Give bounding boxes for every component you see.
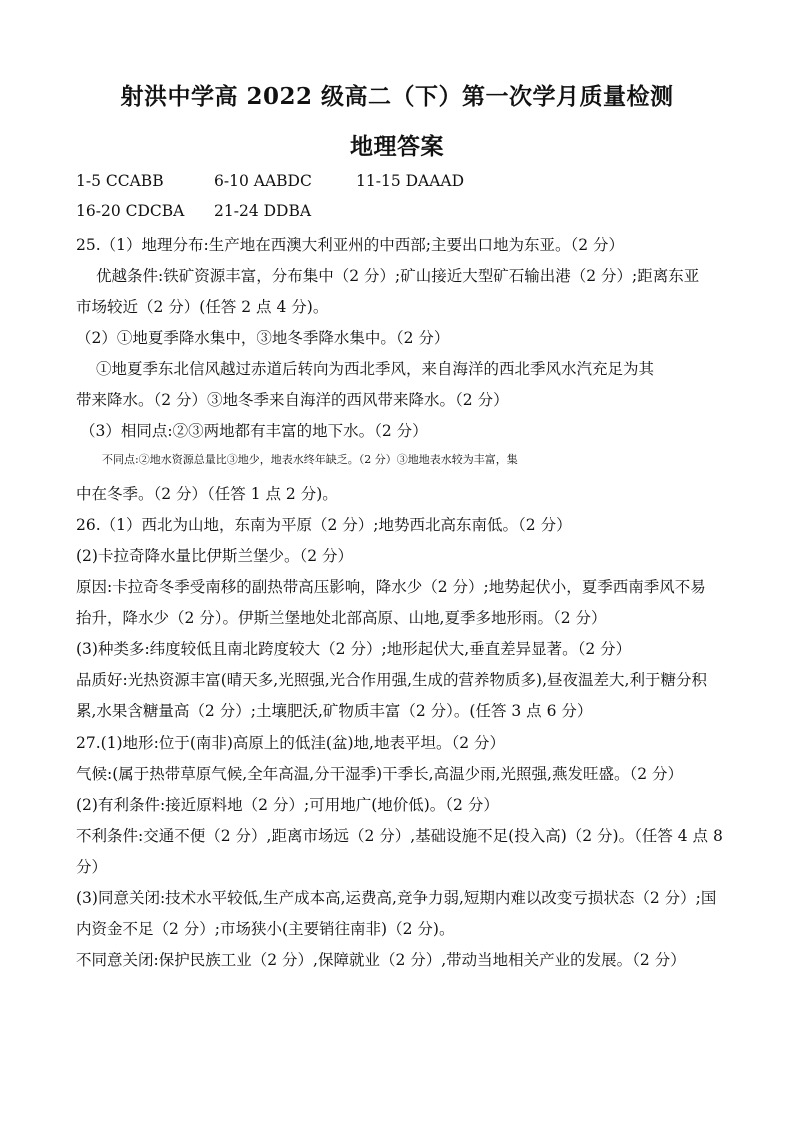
- choice-answers-6-10: 6-10 AABDC: [214, 172, 312, 190]
- answer-line: 原因:卡拉奇冬季受南移的副热带高压影响，降水少（2 分）;地势起伏小，夏季西南季风不易: [76, 578, 706, 596]
- answer-line: 市场较近（2 分）(任答 2 点 4 分)。: [76, 298, 329, 316]
- answer-line: （2）①地夏季降水集中，③地冬季降水集中。（2 分）: [76, 329, 450, 347]
- answer-line: (2)有利条件:接近原料地（2 分）;可用地广(地价低)。（2 分）: [76, 796, 499, 814]
- answer-line: 抬升，降水少（2 分）。伊斯兰堡地处北部高原、山地,夏季多地形雨。（2 分）: [76, 609, 607, 627]
- answer-line: 27.(1)地形:位于(南非)高原上的低洼(盆)地,地表平坦。（2 分）: [76, 734, 505, 752]
- answer-line: (3)种类多:纬度较低且南北跨度较大（2 分）;地形起伏大,垂直差异显著。（2 分）: [76, 640, 632, 658]
- answer-line: 不同点:②地水资源总量比③地少，地表水终年缺乏。（2 分）③地地表水较为丰富，集: [102, 453, 518, 466]
- page-title: 射洪中学高 2022 级高二（下）第一次学月质量检测: [120, 83, 674, 110]
- answer-line: 分）: [76, 858, 108, 876]
- answer-line: 26.（1）西北为山地，东南为平原（2 分）;地势西北高东南低。（2 分）: [76, 516, 572, 534]
- choice-answers-11-15: 11-15 DAAAD: [356, 172, 465, 190]
- answer-line: 不利条件:交通不便（2 分）,距离市场远（2 分）,基础设施不足(投入高)（2 分)。（任答 4 点 8: [76, 827, 723, 845]
- answer-line: 25.（1）地理分布:生产地在西澳大利亚州的中西部;主要出口地为东亚。（2 分）: [76, 236, 624, 254]
- answer-line: 品质好:光热资源丰富(晴天多,光照强,光合作用强,生成的营养物质多),昼夜温差大,利于糖分积: [76, 671, 707, 689]
- choice-answers-21-24: 21-24 DDBA: [214, 202, 312, 220]
- answer-line: (2)卡拉奇降水量比伊斯兰堡少。（2 分）: [76, 547, 353, 565]
- answer-line: 累,水果含糖量高（2 分）;土壤肥沃,矿物质丰富（2 分）。(任答 3 点 6 分）: [76, 702, 593, 720]
- answer-line: (3)同意关闭:技术水平较低,生产成本高,运费高,竞争力弱,短期内难以改变亏损状态（2 分）;国: [76, 889, 717, 907]
- choice-answers-1-5: 1-5 CCABB: [76, 172, 164, 190]
- page-subtitle: 地理答案: [350, 133, 444, 160]
- answer-line: ①地夏季东北信风越过赤道后转向为西北季风，来自海洋的西北季风水汽充足为其: [96, 360, 655, 378]
- answer-line: 中在冬季。（2 分）（任答 1 点 2 分)。: [76, 485, 338, 503]
- choice-answers-16-20: 16-20 CDCBA: [76, 202, 185, 220]
- answer-line: 不同意关闭:保护民族工业（2 分）,保障就业（2 分）,带动当地相关产业的发展。（2 分）: [76, 951, 686, 969]
- answer-line: （3）相同点:②③两地都有丰富的地下水。（2 分）: [80, 422, 428, 440]
- answer-line: 优越条件:铁矿资源丰富，分布集中（2 分）;矿山接近大型矿石输出港（2 分）;距离东亚: [96, 267, 700, 285]
- answer-line: 内资金不足（2 分）;市场狭小(主要销往南非)（2 分)。: [76, 920, 455, 938]
- answer-line: 带来降水。（2 分）③地冬季来自海洋的西风带来降水。（2 分）: [76, 391, 509, 409]
- answer-line: 气候:(属于热带草原气候,全年高温,分干湿季)干季长,高温少雨,光照强,燕发旺盛。（2 分）: [76, 765, 683, 783]
